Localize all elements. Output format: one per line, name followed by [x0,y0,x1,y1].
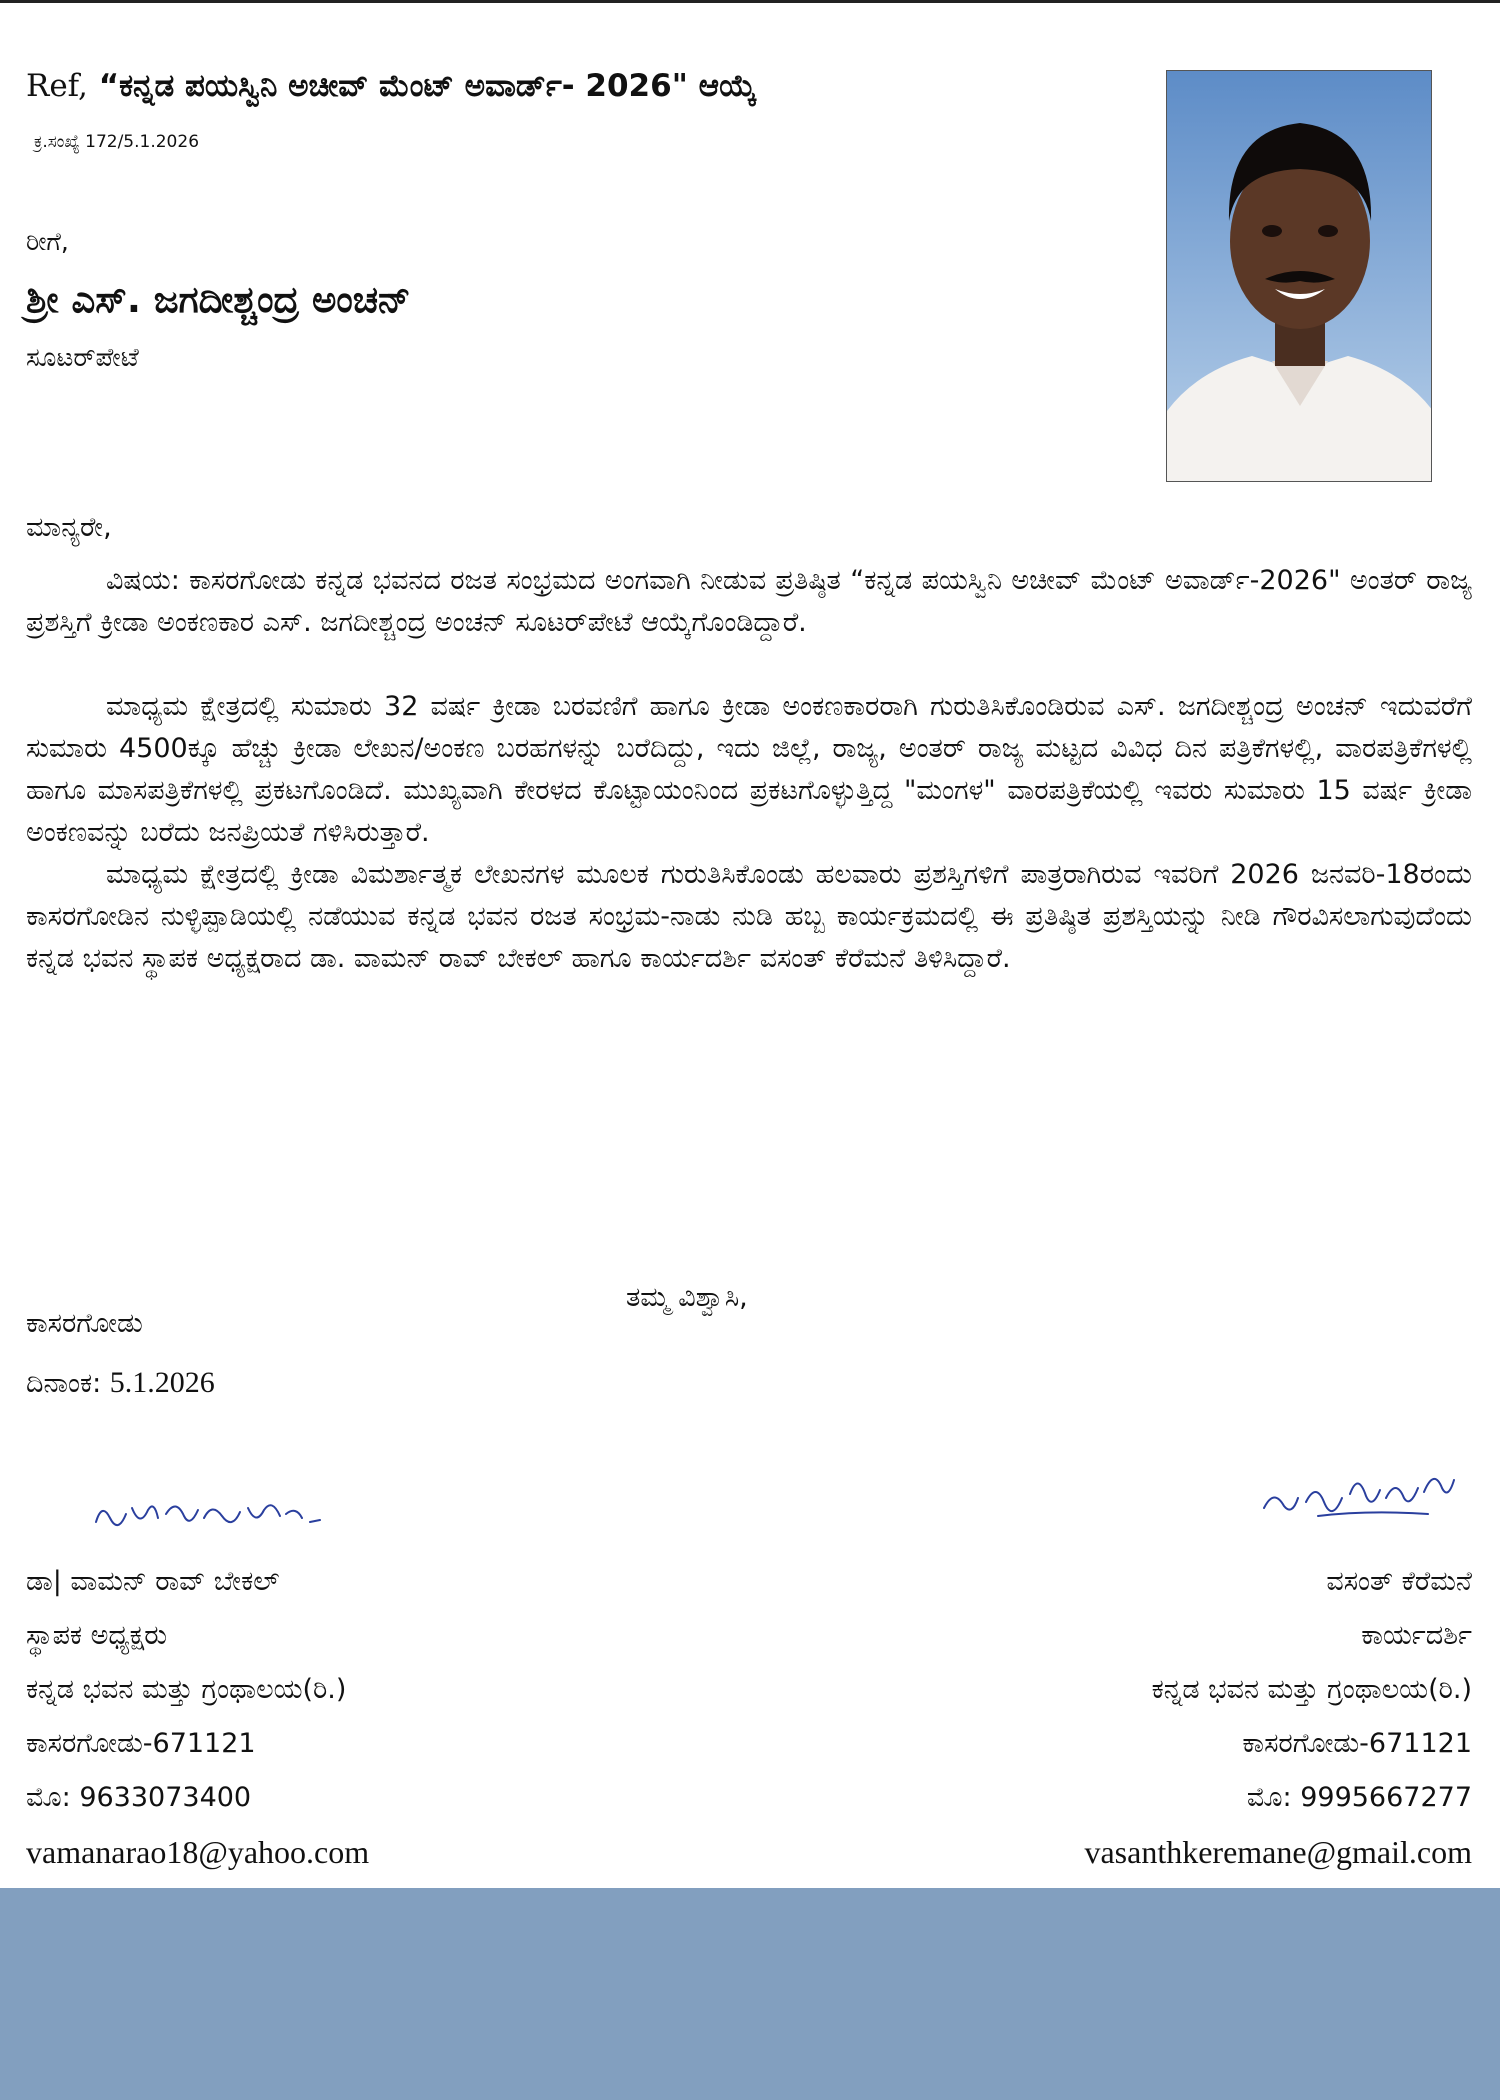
paragraph-award: ಮಾಧ್ಯಮ ಕ್ಷೇತ್ರದಲ್ಲಿ ಕ್ರೀಡಾ ವಿಮರ್ಶಾತ್ಮಕ ಲೇಖನಗಳ ಮೂಲಕ ಗುರುತಿಸಿಕೊಂಡು ಹಲವಾರು ಪ್ರಶಸ್ತಿಗಳಿಗೆ ಪಾತ್ರರಾಗಿರುವ ಇವರಿಗೆ 2026 ಜನವರಿ-18ರಂದು ಕಾಸರಗೋಡಿನ ನುಳ್ಳಿಪ್ಪಾಡಿಯಲ್ಲಿ ನಡೆಯುವ ಕನ್ನಡ ಭವನ ರಜತ ಸಂಭ್ರಮ-ನಾಡು ನುಡಿ ಹಬ್ಬ ಕಾರ್ಯಕ್ರಮದಲ್ಲಿ ಈ ಪ್ರತಿಷ್ಠಿತ ಪ್ರಶಸ್ತಿಯನ್ನು ನೀಡಿ ಗೌರವಿಸಲಾಗುವುದೆಂದು ಕನ್ನಡ ಭವನ ಸ್ಥಾಪಕ ಅಧ್ಯಕ್ಷರಾದ ಡಾ. ವಾಮನ್ ರಾವ್ ಬೇಕಲ್ ಹಾಗೂ ಕಾರ್ಯದರ್ಶಿ ವಸಂತ್ ಕೆರೆಮನೆ ತಿಳಿಸಿದ್ದಾರೆ. [26,859,1472,974]
signatory-right-designation: ಕಾರ್ಯದರ್ಶಿ [1361,1620,1472,1651]
signature-left [88,1488,328,1542]
signatory-left-organization: ಕನ್ನಡ ಭವನ ಮತ್ತು ಗ್ರಂಥಾಲಯ(ರಿ.) [26,1674,347,1705]
date-label: ದಿನಾಂಕ: [26,1368,102,1399]
ref-prefix: Ref, [26,68,88,104]
letter-body [26,560,1472,980]
signatory-left [26,1555,369,1879]
recipient-photo [1166,70,1432,482]
city: ಕಾಸರಗೋಡು [26,1308,143,1339]
signatory-left-phone: ಮೊ: 9633073400 [26,1782,252,1813]
date-value: 5.1.2026 [109,1366,215,1399]
ref-title: “ಕನ್ನಡ ಪಯಸ್ವಿನಿ ಅಚೀವ್ ಮೆಂಟ್ ಅವಾರ್ಡ್- 2026" ಆಯ್ಕೆ [98,68,757,104]
signatory-right-phone: ಮೊ: 9995667277 [1246,1782,1472,1813]
date-line [26,1366,215,1400]
salutation: ಮಾನ್ಯರೇ, [26,512,112,543]
to-label: ರೀಗೆ, [26,227,69,256]
signatory-left-name: ಡಾ| ವಾಮನ್ ರಾವ್ ಬೇಕಲ್ [26,1566,280,1597]
top-border [0,0,1500,3]
signature-right-image [1258,1458,1458,1528]
closing: ತಮ್ಮ ವಿಶ್ವಾಸಿ, [626,1282,748,1313]
paragraph-career: ಮಾಧ್ಯಮ ಕ್ಷೇತ್ರದಲ್ಲಿ ಸುಮಾರು 32 ವರ್ಷ ಕ್ರೀಡಾ ಬರವಣಿಗೆ ಹಾಗೂ ಕ್ರೀಡಾ ಅಂಕಣಕಾರರಾಗಿ ಗುರುತಿಸಿಕೊಂಡಿರುವ ಎಸ್. ಜಗದೀಶ್ಚಂದ್ರ ಅಂಚನ್ ಇದುವರೆಗೆ ಸುಮಾರು 4500ಕ್ಕೂ ಹೆಚ್ಚು ಕ್ರೀಡಾ ಲೇಖನ/ಅಂಕಣ ಬರಹಗಳನ್ನು ಬರೆದಿದ್ದು, ಇದು ಜಿಲ್ಲೆ, ರಾಜ್ಯ, ಅಂತರ್ ರಾಜ್ಯ ಮಟ್ಟದ ವಿವಿಧ ದಿನ ಪತ್ರಿಕೆಗಳಲ್ಲಿ, ವಾರಪತ್ರಿಕೆಗಳಲ್ಲಿ ಹಾಗೂ ಮಾಸಪತ್ರಿಕೆಗಳಲ್ಲಿ ಪ್ರಕಟಗೊಂಡಿದೆ. ಮುಖ್ಯವಾಗಿ ಕೇರಳದ ಕೊಟ್ಟಾಯಂನಿಂದ ಪ್ರಕಟಗೊಳ್ಳುತ್ತಿದ್ದ "ಮಂಗಳ" ವಾರಪತ್ರಿಕೆಯಲ್ಲಿ ಇವರು ಸುಮಾರು 15 ವರ್ಷ ಕ್ರೀಡಾ ಅಂಕಣವನ್ನು ಬರೆದು ಜನಪ್ರಿಯತೆ ಗಳಿಸಿರುತ್ತಾರೆ. [26,691,1472,848]
signatory-left-email[interactable]: vamanarao18@yahoo.com [26,1834,370,1870]
signatory-right [1084,1555,1472,1879]
footer-band [0,1888,1500,2100]
signatory-right-address: ಕಾಸರಗೋಡು-671121 [1242,1728,1472,1759]
paragraph-subject: ವಿಷಯ: ಕಾಸರಗೋಡು ಕನ್ನಡ ಭವನದ ರಜತ ಸಂಭ್ರಮದ ಅಂಗವಾಗಿ ನೀಡುವ ಪ್ರತಿಷ್ಠಿತ “ಕನ್ನಡ ಪಯಸ್ವಿನಿ ಅಚೀವ್ ಮೆಂಟ್ ಅವಾರ್ಡ್-2026" ಅಂತರ್ ರಾಜ್ಯ ಪ್ರಶಸ್ತಿಗೆ ಕ್ರೀಡಾ ಅಂಕಣಕಾರ ಎಸ್. ಜಗದೀಶ್ಚಂದ್ರ ಅಂಚನ್ ಸೂಟರ್‌ಪೇಟೆ ಆಯ್ಕೆಗೊಂಡಿದ್ದಾರೆ. [26,565,1472,638]
portrait-image [1167,71,1432,482]
signatory-left-designation: ಸ್ಥಾಪಕ ಅಧ್ಯಕ್ಷರು [26,1620,168,1651]
signatory-right-email[interactable]: vasanthkeremane@gmail.com [1084,1834,1472,1870]
signatory-right-name: ವಸಂತ್ ಕೆರೆಮನೆ [1326,1566,1472,1597]
signatory-left-address: ಕಾಸರಗೋಡು-671121 [26,1728,256,1759]
signature-right [1258,1458,1458,1532]
reference-number: ಕ್ರ.ಸಂಖ್ಯೆ 172/5.1.2026 [34,132,200,152]
reference-line [26,68,757,105]
signatory-right-organization: ಕನ್ನಡ ಭವನ ಮತ್ತು ಗ್ರಂಥಾಲಯ(ರಿ.) [1151,1674,1472,1705]
recipient-place: ಸೂಟರ್‌ಪೇಟೆ [26,343,139,373]
recipient-name: ಶ್ರೀ ಎಸ್. ಜಗದೀಶ್ಚಂದ್ರ ಅಂಚನ್ [26,278,411,321]
signature-left-image [88,1488,328,1538]
